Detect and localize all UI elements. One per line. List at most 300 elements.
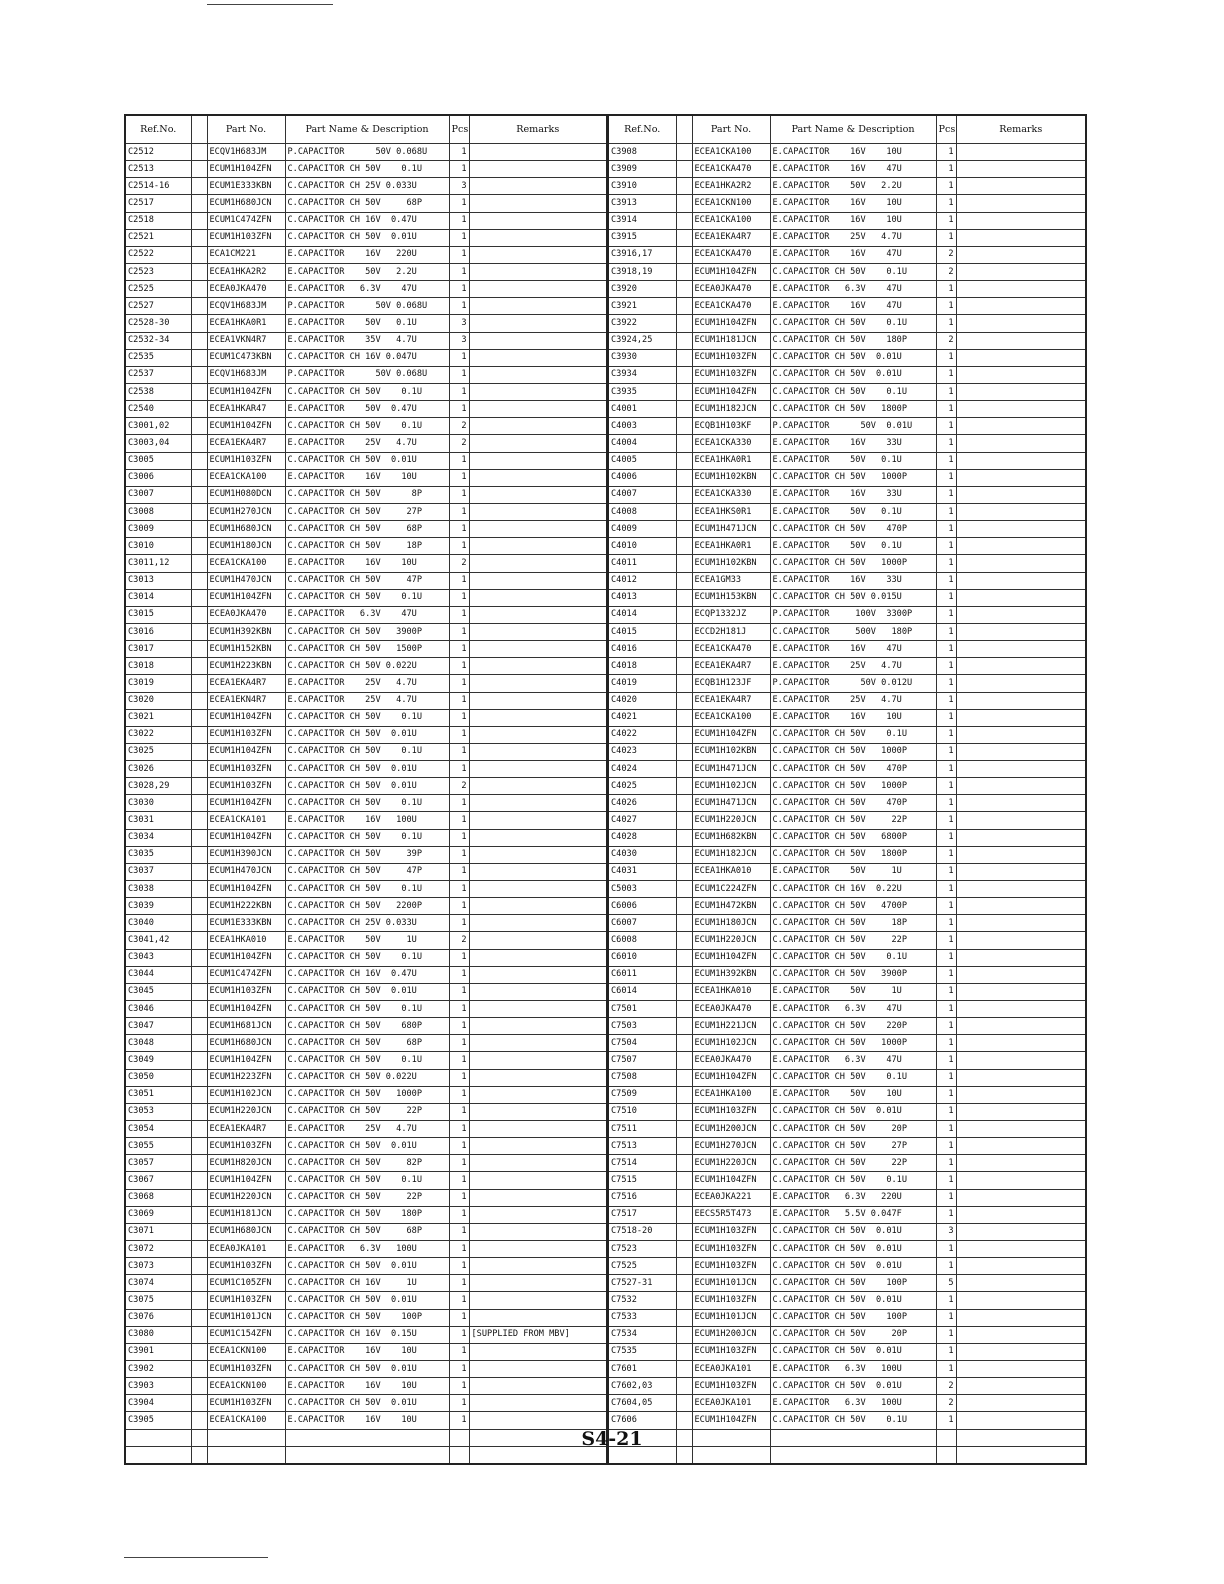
table-row xyxy=(125,246,607,263)
description-cell: C.CAPACITOR CH 50V 0.01U xyxy=(770,1258,936,1275)
spacer-cell xyxy=(676,675,692,692)
pcs-cell: 1 xyxy=(449,623,469,640)
part-no-cell: ECQP1332JZ xyxy=(692,606,770,623)
spacer-cell xyxy=(676,846,692,863)
part-no-cell: ECUM1H680JCN xyxy=(207,195,285,212)
remarks-cell xyxy=(469,1360,607,1377)
pcs-cell: 1 xyxy=(936,658,956,675)
table-row xyxy=(125,932,607,949)
description-cell: E.CAPACITOR 50V 1U xyxy=(770,983,936,1000)
description-cell: C.CAPACITOR CH 50V 0.1U xyxy=(285,1172,449,1189)
part-no-cell: ECEA1GM33 xyxy=(692,572,770,589)
description-cell: C.CAPACITOR CH 50V 0.1U xyxy=(770,1412,936,1429)
remarks-cell xyxy=(469,538,607,555)
pcs-cell: 1 xyxy=(936,743,956,760)
ref-no-cell: C3048 xyxy=(125,1035,191,1052)
spacer-cell xyxy=(676,315,692,332)
spacer-cell xyxy=(676,1086,692,1103)
pcs-cell: 1 xyxy=(936,298,956,315)
pcs-cell: 1 xyxy=(936,555,956,572)
table-row xyxy=(608,1189,1086,1206)
spacer-cell xyxy=(676,709,692,726)
pcs-cell: 1 xyxy=(449,349,469,366)
ref-no-cell: C7515 xyxy=(608,1172,676,1189)
description-cell: E.CAPACITOR 16V 220U xyxy=(285,246,449,263)
part-no-cell: ECEA1HKA100 xyxy=(692,1086,770,1103)
description-cell: C.CAPACITOR CH 50V 68P xyxy=(285,195,449,212)
description-cell: E.CAPACITOR 25V 4.7U xyxy=(770,229,936,246)
spacer-cell xyxy=(676,452,692,469)
part-no-cell: ECEA0JKA221 xyxy=(692,1189,770,1206)
pcs-cell: 1 xyxy=(449,812,469,829)
remarks-cell xyxy=(956,726,1086,743)
pcs-cell: 1 xyxy=(449,366,469,383)
pcs-cell: 1 xyxy=(936,315,956,332)
part-no-cell: ECUM1C474ZFN xyxy=(207,966,285,983)
table-row xyxy=(125,709,607,726)
ref-no-cell: C4016 xyxy=(608,641,676,658)
remarks-cell xyxy=(469,641,607,658)
description-cell: E.CAPACITOR 16V 10U xyxy=(285,1412,449,1429)
table-row xyxy=(125,315,607,332)
ref-no-cell: C3902 xyxy=(125,1360,191,1377)
remarks-cell xyxy=(956,1292,1086,1309)
remarks-cell xyxy=(469,726,607,743)
pcs-cell: 1 xyxy=(449,538,469,555)
remarks-cell xyxy=(469,881,607,898)
remarks-cell xyxy=(956,281,1086,298)
pcs-cell: 3 xyxy=(449,178,469,195)
spacer-cell xyxy=(676,778,692,795)
part-no-cell: ECUM1H102KBN xyxy=(692,469,770,486)
table-row xyxy=(125,1309,607,1326)
pcs-cell: 1 xyxy=(936,589,956,606)
spacer-cell xyxy=(191,1138,207,1155)
description-cell: C.CAPACITOR CH 50V 1800P xyxy=(770,846,936,863)
spacer-cell xyxy=(191,555,207,572)
table-row xyxy=(125,144,607,161)
spacer-cell xyxy=(676,298,692,315)
remarks-cell xyxy=(956,1395,1086,1412)
spacer-cell xyxy=(676,812,692,829)
remarks-cell xyxy=(469,1103,607,1120)
spacer-cell xyxy=(676,1292,692,1309)
pcs-cell: 1 xyxy=(936,1052,956,1069)
ref-no-cell: C3001,02 xyxy=(125,418,191,435)
part-no-cell: ECUM1H104ZFN xyxy=(207,743,285,760)
pcs-cell: 1 xyxy=(936,1001,956,1018)
spacer-cell xyxy=(191,178,207,195)
remarks-cell xyxy=(956,332,1086,349)
table-row xyxy=(125,263,607,280)
description-cell: E.CAPACITOR 16V 33U xyxy=(770,486,936,503)
part-no-cell: ECUM1E333KBN xyxy=(207,915,285,932)
ref-no-cell: C3045 xyxy=(125,983,191,1000)
description-cell: C.CAPACITOR CH 50V 68P xyxy=(285,1035,449,1052)
part-no-cell: ECUM1E333KBN xyxy=(207,178,285,195)
part-no-cell: ECUM1H103ZFN xyxy=(207,452,285,469)
spacer-cell xyxy=(191,949,207,966)
remarks-cell xyxy=(956,829,1086,846)
description-cell: E.CAPACITOR 16V 47U xyxy=(770,298,936,315)
remarks-cell xyxy=(469,555,607,572)
pcs-cell: 1 xyxy=(936,709,956,726)
table-row xyxy=(608,881,1086,898)
ref-no-cell: C3034 xyxy=(125,829,191,846)
remarks-cell xyxy=(956,846,1086,863)
ref-no-cell: C4025 xyxy=(608,778,676,795)
remarks-cell xyxy=(469,846,607,863)
spacer-cell xyxy=(676,229,692,246)
remarks-cell xyxy=(469,1395,607,1412)
ref-no-cell: C7507 xyxy=(608,1052,676,1069)
description-cell: C.CAPACITOR CH 50V 0.01U xyxy=(285,983,449,1000)
ref-no-cell: C4015 xyxy=(608,623,676,640)
description-cell: C.CAPACITOR CH 50V 47P xyxy=(285,863,449,880)
spacer-cell xyxy=(191,709,207,726)
table-row xyxy=(125,1343,607,1360)
pcs-cell: 1 xyxy=(936,538,956,555)
table-row xyxy=(125,743,607,760)
table-row xyxy=(125,863,607,880)
ref-no-cell: C7501 xyxy=(608,1001,676,1018)
ref-no-cell: C7601 xyxy=(608,1360,676,1377)
ref-no-cell: C3035 xyxy=(125,846,191,863)
ref-no-cell: C4022 xyxy=(608,726,676,743)
part-no-cell: ECUM1H104ZFN xyxy=(207,881,285,898)
part-no-cell: ECUM1C154ZFN xyxy=(207,1326,285,1343)
part-no-cell: ECUM1H181JCN xyxy=(207,1206,285,1223)
part-no-cell: ECUM1H223ZFN xyxy=(207,1069,285,1086)
description-cell: C.CAPACITOR CH 50V 470P xyxy=(770,521,936,538)
table-row xyxy=(608,435,1086,452)
table-row xyxy=(608,1258,1086,1275)
remarks-cell xyxy=(956,1138,1086,1155)
description-cell: E.CAPACITOR 25V 4.7U xyxy=(285,675,449,692)
remarks-cell xyxy=(956,1052,1086,1069)
description-cell: C.CAPACITOR CH 50V 0.1U xyxy=(285,418,449,435)
ref-no-cell: C6008 xyxy=(608,932,676,949)
spacer-cell xyxy=(191,1001,207,1018)
pcs-cell: 1 xyxy=(936,401,956,418)
part-no-cell: ECUM1H221JCN xyxy=(692,1018,770,1035)
part-no-cell: ECUM1H680JCN xyxy=(207,521,285,538)
pcs-cell: 1 xyxy=(936,932,956,949)
pcs-cell: 1 xyxy=(936,1206,956,1223)
pcs-cell: 1 xyxy=(936,1086,956,1103)
part-no-cell: ECUM1H104ZFN xyxy=(207,829,285,846)
spacer-cell xyxy=(676,1052,692,1069)
pcs-cell: 1 xyxy=(936,1018,956,1035)
spacer-cell xyxy=(676,332,692,349)
part-no-cell: ECUM1H392KBN xyxy=(692,966,770,983)
description-cell: C.CAPACITOR CH 50V 1000P xyxy=(770,555,936,572)
ref-no-cell: C3028,29 xyxy=(125,778,191,795)
remarks-cell xyxy=(469,795,607,812)
spacer-cell xyxy=(191,1343,207,1360)
description-cell: C.CAPACITOR CH 50V 82P xyxy=(285,1155,449,1172)
pcs-cell: 1 xyxy=(936,195,956,212)
description-cell: C.CAPACITOR CH 50V 180P xyxy=(285,1206,449,1223)
spacer-cell xyxy=(191,452,207,469)
spacer-cell xyxy=(676,1223,692,1240)
remarks-cell xyxy=(469,812,607,829)
table-row xyxy=(125,1360,607,1377)
table-row xyxy=(125,366,607,383)
spacer-cell xyxy=(676,1360,692,1377)
remarks-cell xyxy=(469,212,607,229)
part-no-cell: ECEA0JKA101 xyxy=(207,1241,285,1258)
description-header: Part Name & Description xyxy=(770,115,936,144)
ref-no-cell: C2521 xyxy=(125,229,191,246)
spacer-cell xyxy=(191,692,207,709)
spacer-cell xyxy=(676,589,692,606)
pcs-cell: 1 xyxy=(449,1018,469,1035)
spacer-cell xyxy=(191,195,207,212)
remarks-cell xyxy=(469,1343,607,1360)
table-row xyxy=(608,1412,1086,1429)
remarks-cell xyxy=(469,521,607,538)
description-cell: C.CAPACITOR CH 50V 1000P xyxy=(770,743,936,760)
pcs-cell: 1 xyxy=(449,401,469,418)
table-row xyxy=(608,1103,1086,1120)
pcs-cell: 1 xyxy=(936,1121,956,1138)
part-no-cell: ECEA1EKA4R7 xyxy=(207,675,285,692)
part-no-cell: ECQV1H683JM xyxy=(207,144,285,161)
pcs-cell: 2 xyxy=(449,555,469,572)
remarks-cell xyxy=(469,1018,607,1035)
ref-no-cell: C3021 xyxy=(125,709,191,726)
pcs-cell: 1 xyxy=(449,1258,469,1275)
ref-no-cell: C4008 xyxy=(608,503,676,520)
remarks-cell xyxy=(469,932,607,949)
pcs-cell: 2 xyxy=(936,263,956,280)
part-no-cell: ECUM1H470JCN xyxy=(207,572,285,589)
spacer-cell xyxy=(191,383,207,400)
spacer-cell xyxy=(191,915,207,932)
header-row xyxy=(608,115,1086,144)
remarks-cell xyxy=(956,1001,1086,1018)
part-no-cell: ECEA1HKA2R2 xyxy=(692,178,770,195)
part-no-cell: ECUM1H102JCN xyxy=(207,1086,285,1103)
remarks-cell xyxy=(956,1275,1086,1292)
description-cell: P.CAPACITOR 100V 3300P xyxy=(770,606,936,623)
description-cell: C.CAPACITOR CH 50V 0.01U xyxy=(285,778,449,795)
pcs-cell: 1 xyxy=(936,1343,956,1360)
description-cell: P.CAPACITOR 50V 0.068U xyxy=(285,298,449,315)
pcs-cell: 1 xyxy=(936,521,956,538)
spacer-cell xyxy=(191,1155,207,1172)
spacer-cell xyxy=(191,349,207,366)
parts-table-right xyxy=(607,114,1087,1465)
spacer-cell xyxy=(191,1172,207,1189)
remarks-cell xyxy=(956,383,1086,400)
spacer-cell xyxy=(191,1189,207,1206)
spacer-cell xyxy=(676,1241,692,1258)
pcs-cell: 1 xyxy=(936,1241,956,1258)
description-cell: C.CAPACITOR CH 50V 0.01U xyxy=(770,366,936,383)
pcs-cell: 1 xyxy=(449,949,469,966)
ref-no-cell: C3049 xyxy=(125,1052,191,1069)
ref-no-cell: C4001 xyxy=(608,401,676,418)
table-row xyxy=(608,246,1086,263)
table-row xyxy=(125,1378,607,1395)
description-cell: C.CAPACITOR CH 50V 1000P xyxy=(285,1086,449,1103)
description-cell: E.CAPACITOR 5.5V 0.047F xyxy=(770,1206,936,1223)
ref-no-cell: C7604,05 xyxy=(608,1395,676,1412)
ref-no-cell: C2528-30 xyxy=(125,315,191,332)
table-row xyxy=(608,863,1086,880)
pcs-cell: 2 xyxy=(936,1395,956,1412)
part-no-cell: ECUM1H102KBN xyxy=(692,555,770,572)
part-no-cell: ECUM1H181JCN xyxy=(692,332,770,349)
description-cell: E.CAPACITOR 25V 4.7U xyxy=(285,435,449,452)
table-row xyxy=(125,229,607,246)
ref-no-cell: C3025 xyxy=(125,743,191,760)
remarks-cell xyxy=(469,1275,607,1292)
description-cell: C.CAPACITOR CH 50V 39P xyxy=(285,846,449,863)
pcs-cell: 1 xyxy=(936,692,956,709)
ref-no-header: Ref.No. xyxy=(125,115,191,144)
spacer-cell xyxy=(676,418,692,435)
table-row xyxy=(608,949,1086,966)
part-no-cell: ECUM1H104ZFN xyxy=(692,1172,770,1189)
pcs-cell: 1 xyxy=(936,1138,956,1155)
part-no-cell: ECUM1H104ZFN xyxy=(692,949,770,966)
spacer-cell xyxy=(191,366,207,383)
part-no-cell: ECUM1H104ZFN xyxy=(207,589,285,606)
part-no-cell: ECUM1H472KBN xyxy=(692,898,770,915)
remarks-cell xyxy=(469,315,607,332)
part-no-cell: ECEA1CKA470 xyxy=(692,641,770,658)
part-no-cell: ECEA1HKA010 xyxy=(207,932,285,949)
description-cell: E.CAPACITOR 50V 1U xyxy=(285,932,449,949)
description-cell: C.CAPACITOR CH 50V 0.01U xyxy=(285,229,449,246)
table-row xyxy=(608,572,1086,589)
description-cell: C.CAPACITOR CH 50V 0.1U xyxy=(285,881,449,898)
pcs-cell: 1 xyxy=(936,1155,956,1172)
remarks-cell xyxy=(956,263,1086,280)
description-cell: E.CAPACITOR 35V 4.7U xyxy=(285,332,449,349)
table-row xyxy=(125,641,607,658)
ref-no-cell: C3010 xyxy=(125,538,191,555)
part-no-cell: ECUM1H470JCN xyxy=(207,863,285,880)
pcs-cell: 1 xyxy=(449,469,469,486)
table-row xyxy=(608,623,1086,640)
part-no-cell: ECUM1H104ZFN xyxy=(207,161,285,178)
spacer-cell xyxy=(676,692,692,709)
table-row xyxy=(608,709,1086,726)
part-no-cell: ECEA1HKAR47 xyxy=(207,401,285,418)
description-cell: C.CAPACITOR CH 50V 68P xyxy=(285,1223,449,1240)
header-row xyxy=(125,115,607,144)
ref-no-cell: C2517 xyxy=(125,195,191,212)
pcs-cell: 1 xyxy=(449,641,469,658)
description-cell: E.CAPACITOR 50V 0.47U xyxy=(285,401,449,418)
ref-no-cell: C6010 xyxy=(608,949,676,966)
part-no-cell: ECEA1VKN4R7 xyxy=(207,332,285,349)
spacer-cell xyxy=(676,1326,692,1343)
spacer-cell xyxy=(191,726,207,743)
spacer-cell xyxy=(191,486,207,503)
pcs-cell: 1 xyxy=(936,349,956,366)
description-cell: E.CAPACITOR 50V 1U xyxy=(770,863,936,880)
ref-no-cell: C4014 xyxy=(608,606,676,623)
remarks-cell xyxy=(956,1326,1086,1343)
part-no-cell: ECUM1H104ZFN xyxy=(692,315,770,332)
spacer-cell xyxy=(676,281,692,298)
table-row xyxy=(608,675,1086,692)
remarks-cell xyxy=(956,1241,1086,1258)
description-cell: C.CAPACITOR CH 50V 8P xyxy=(285,486,449,503)
part-no-cell: ECEA1HKA0R1 xyxy=(207,315,285,332)
table-row xyxy=(608,1309,1086,1326)
description-cell: E.CAPACITOR 50V 0.1U xyxy=(770,452,936,469)
remarks-cell xyxy=(469,1035,607,1052)
pcs-cell: 1 xyxy=(449,658,469,675)
spacer-cell xyxy=(191,966,207,983)
description-cell: C.CAPACITOR CH 50V 0.01U xyxy=(770,1292,936,1309)
ref-no-cell: C4003 xyxy=(608,418,676,435)
remarks-cell xyxy=(469,983,607,1000)
table-row xyxy=(608,401,1086,418)
table-row xyxy=(125,1052,607,1069)
spacer-cell xyxy=(676,383,692,400)
remarks-cell xyxy=(469,503,607,520)
spacer-cell xyxy=(191,1292,207,1309)
pcs-cell: 2 xyxy=(449,435,469,452)
description-cell: E.CAPACITOR 6.3V 47U xyxy=(285,606,449,623)
ref-no-cell: C3013 xyxy=(125,572,191,589)
part-no-cell: ECEA1CKA470 xyxy=(692,246,770,263)
description-cell: E.CAPACITOR 6.3V 100U xyxy=(770,1360,936,1377)
spacer-cell xyxy=(191,1223,207,1240)
remarks-cell xyxy=(956,812,1086,829)
part-no-cell: ECEA1CKN100 xyxy=(207,1343,285,1360)
ref-no-cell: C7527-31 xyxy=(608,1275,676,1292)
pcs-cell: 1 xyxy=(936,966,956,983)
part-no-cell: ECUM1H104ZFN xyxy=(207,418,285,435)
page-number: S4-21 xyxy=(581,1428,643,1450)
spacer-cell xyxy=(676,1103,692,1120)
part-no-cell: ECEA1HKS0R1 xyxy=(692,503,770,520)
description-cell: C.CAPACITOR CH 50V 2200P xyxy=(285,898,449,915)
part-no-cell: ECUM1H220JCN xyxy=(692,1155,770,1172)
description-cell: C.CAPACITOR CH 50V 0.1U xyxy=(770,315,936,332)
part-no-cell: ECUM1H182JCN xyxy=(692,846,770,863)
part-no-cell: ECEA1CKA101 xyxy=(207,812,285,829)
ref-no-cell: C3046 xyxy=(125,1001,191,1018)
table-row xyxy=(608,983,1086,1000)
remarks-cell xyxy=(956,366,1086,383)
description-cell: E.CAPACITOR 16V 47U xyxy=(770,246,936,263)
pcs-cell: 1 xyxy=(936,1035,956,1052)
ref-no-cell: C4007 xyxy=(608,486,676,503)
spacer-cell xyxy=(676,555,692,572)
pcs-cell: 1 xyxy=(449,1223,469,1240)
spacer-cell xyxy=(191,795,207,812)
ref-no-cell: C3068 xyxy=(125,1189,191,1206)
ref-no-cell: C3921 xyxy=(608,298,676,315)
part-no-cell: ECUM1C473KBN xyxy=(207,349,285,366)
part-no-cell: ECUM1H103ZFN xyxy=(207,1258,285,1275)
remarks-cell xyxy=(956,932,1086,949)
part-no-cell: ECUM1H180JCN xyxy=(207,538,285,555)
remarks-cell xyxy=(956,898,1086,915)
part-no-cell: ECEA1EKN4R7 xyxy=(207,692,285,709)
part-no-cell: ECUM1H102JCN xyxy=(692,1035,770,1052)
pcs-cell: 1 xyxy=(449,503,469,520)
